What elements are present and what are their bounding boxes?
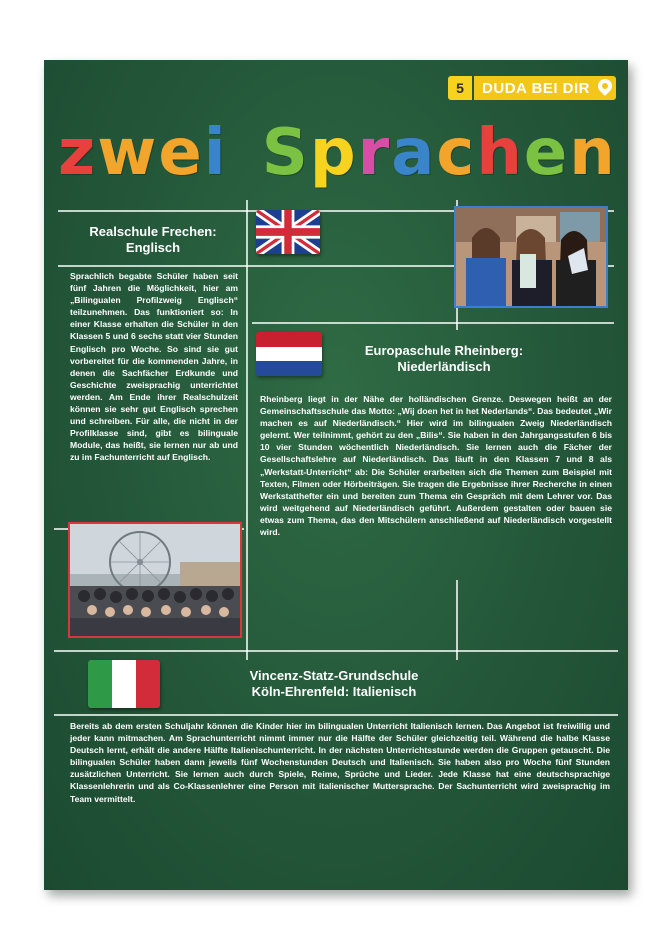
grundschule-text: Bereits ab dem ersten Schuljahr können die Kinder hier im bilingualen Unterricht Italienisch lernen. Das Angebot ist freiwillig und jeder kann mitmachen. Am Sprachunterricht nimmt immer nur die Hälfte der Schüler gleichzeitig teil. Während die halbe Klasse Deutsch lernt, erhält die andere Hälfte Italienischunterricht. In der nächsten Unterrichtsstunde werden die Gruppen getauscht. Die bilingualen Schüler haben dann jeweils fünf Wochenstunden Deutsch und Italienisch. Sie haben also pro Woche fünf Stunden zusätzlichen Unterricht. Sie lernen auch durch Spiele, Reime, Sprüche und Lieder. Jede Klasse hat eine deutschsprachige Klassenlehrerin und als Co-Klassenlehrer eine Person mit italienischer Muttersprache. Der Sachunterricht wird zweisprachig im Team vermittelt. [70,721,610,804]
chalk-line [54,650,618,652]
realschule-title-line2: Englisch [125,240,181,255]
headline-letter: i [203,116,228,190]
chalkboard-page [44,60,628,890]
realschule-title-line1: Realschule Frechen: [89,224,217,239]
headline-letter: S [261,116,310,190]
grundschule-title-line1: Vincenz-Statz-Grundschule [249,668,419,683]
headline-letter: h [476,116,524,190]
europaschule-heading [344,343,544,375]
grundschule-title-line2: Köln-Ehrenfeld: Italienisch [251,684,417,699]
headline-letter: n [569,116,617,190]
headline-letter: e [158,116,204,190]
chalk-line [246,200,248,660]
page-headline [58,108,618,198]
chalk-line [54,714,618,716]
italy-flag [88,660,160,708]
headline-letter: w [97,116,159,190]
realschule-heading [68,224,238,256]
europaschule-text: Rheinberg liegt in der Nähe der holländischen Grenze. Deswegen heißt an der Gemeinschaftsschule das Motto: „Wij doen het in het Nederlands“. Das bedeutet „Wir machen es auf Niederländisch.“ Hier wird im bilingualen Zweig Niederländisch gelernt. Wer teilnimmt, gehört zu den „Bilis“. Sie haben in den Jahrgangsstufen 6 bis 10 vier Stunden wöchentlich Niederländisch. Sie lernen auch die Fächer der Gesellschaftslehre auf Niederländisch. Das läuft in den Klassen 7 und 8 als „Werkstatt-Unterricht“ ab: Die Schüler erarbeiten sich die Themen zum Beispiel mit Texten, Filmen oder Hörbeiträgen. Sie tragen die Ergebnisse ihrer Recherche in einen Werkstatthefter ein und bereiten zum Thema ein Gespräch mit dem Lehrer vor. Das wird weitgehend auf Niederländisch geführt. Außerdem gestalten oder bauen sie etwas zum Thema, das den Mitschülern anschließend auf Niederländisch vorgestellt wird. [260,394,612,538]
badge-number: 5 [448,76,472,100]
students-flyers-photo [454,206,608,308]
headline-letter: a [391,116,437,190]
headline-letter: z [58,116,98,190]
badge-label-box [474,76,616,100]
europaschule-title-line1: Europaschule Rheinberg: [364,343,524,358]
chalk-line [456,580,458,660]
headline-letter: r [357,116,392,190]
location-pin-icon [595,76,615,96]
uk-flag [256,210,320,254]
badge-label: DUDA BEI DIR [482,79,590,97]
headline-letter: e [523,116,570,190]
chalk-line [252,322,614,324]
grundschule-heading [184,668,484,700]
headline-letter: c [436,116,477,190]
headline-letter: p [309,116,358,190]
netherlands-flag [256,332,322,376]
realschule-text: Sprachlich begabte Schüler haben seit fünf Jahren die Möglichkeit, hier am „Bilingualen Profilzweig Englisch“ teilzunehmen. Das funktioniert so: In einer Klasse erhalten die Schüler in den Klassen 5 und 6 sechs statt vier Stunden Englisch pro Woche. So sind sie gut vorbereitet für die kommenden Jahre, in denen die Sachfächer Erdkunde und Geschichte zweisprachig unterrichtet werden. Am Ende ihrer Realschulzeit können sie sehr gut Englisch sprechen und schreiben. Für alle, die nicht in der Profilklasse sind, gibt es bilinguale Module, das heißt, sie lernen nur ab und zu im Fachunterricht auf Englisch. [70,271,238,463]
europaschule-title-line2: Niederländisch [397,359,491,374]
section-badge [448,76,616,100]
london-eye-group-photo [68,522,242,638]
